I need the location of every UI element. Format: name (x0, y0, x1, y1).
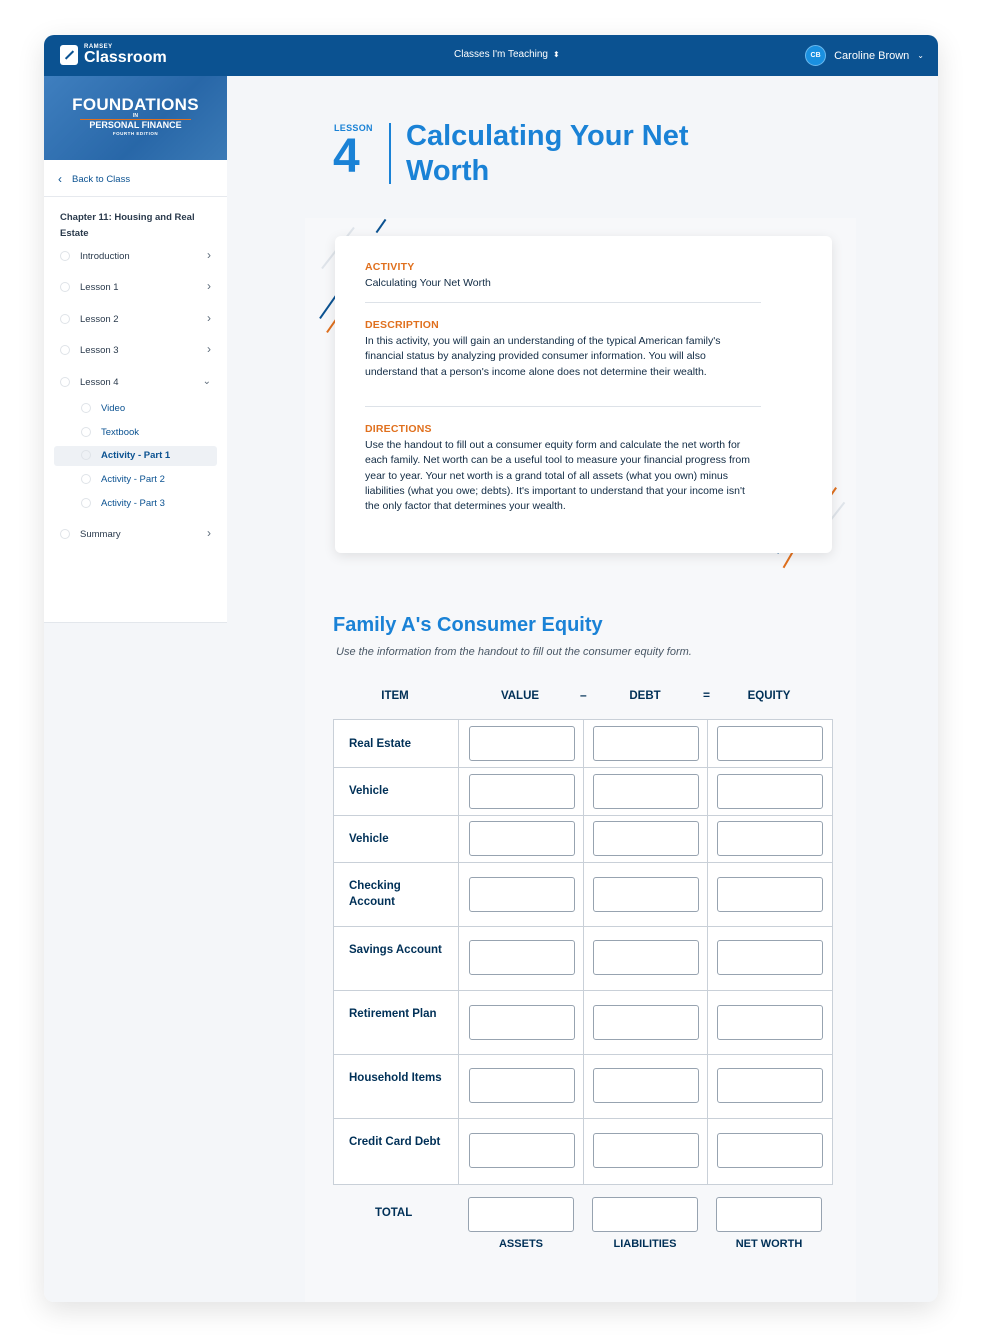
sidebar-subitem-label: Textbook (101, 427, 140, 438)
course-banner (44, 76, 227, 160)
course-title-in: IN (133, 113, 138, 119)
ramsey-classroom-logo[interactable] (60, 44, 167, 66)
equity-input[interactable] (717, 877, 823, 912)
sidebar-item-lesson-1[interactable] (54, 278, 217, 298)
sidebar-subitem-label: Video (101, 403, 126, 414)
column-header-value: VALUE (500, 690, 540, 702)
debt-input[interactable] (593, 726, 699, 761)
equals-operator: = (703, 688, 711, 702)
table-row (334, 927, 832, 991)
sidebar-item-summary[interactable] (54, 525, 217, 545)
minus-operator: – (580, 688, 587, 702)
chevron-right-icon: › (207, 279, 211, 293)
row-label: Vehicle (349, 785, 389, 797)
chevron-right-icon: › (207, 311, 211, 325)
chevron-right-icon: › (207, 526, 211, 540)
equity-input[interactable] (717, 1005, 823, 1040)
progress-circle-icon (60, 282, 70, 292)
table-row (334, 1119, 832, 1184)
sidebar-subitem-activity-part-3[interactable] (54, 494, 217, 514)
progress-circle-icon (60, 377, 70, 387)
debt-input[interactable] (593, 1068, 699, 1103)
avatar: CB (805, 45, 826, 66)
sidebar-item-label: Summary (80, 529, 121, 540)
brand-small-text: RAMSEY (84, 44, 113, 50)
debt-input[interactable] (593, 821, 699, 856)
sidebar-item-label: Lesson 1 (80, 282, 119, 293)
consumer-equity-table (333, 719, 833, 1185)
user-menu[interactable] (805, 45, 924, 66)
sidebar-subitem-label: Activity - Part 3 (101, 498, 165, 509)
card-divider (365, 302, 761, 303)
progress-circle-icon (81, 403, 91, 413)
activity-card (335, 236, 832, 553)
debt-input[interactable] (593, 1133, 699, 1168)
table-row (334, 863, 832, 927)
sidebar-item-introduction[interactable] (54, 247, 217, 267)
sidebar-subitem-textbook[interactable] (54, 423, 217, 443)
debt-input[interactable] (593, 877, 699, 912)
progress-circle-icon (60, 251, 70, 261)
sidebar-subitem-label: Activity - Part 2 (101, 474, 165, 485)
app-window (44, 35, 938, 1302)
total-liabilities-input[interactable] (592, 1197, 698, 1232)
value-input[interactable] (469, 821, 575, 856)
classes-dropdown[interactable] (454, 49, 560, 60)
equity-input[interactable] (717, 774, 823, 809)
net-worth-label: NET WORTH (735, 1238, 803, 1250)
column-header-item: ITEM (381, 690, 409, 702)
directions-text: Use the handout to fill out a consumer equity form and calculate the net worth for each family. Net worth can be a useful tool to measure your financial progress from year to year. Your net worth is a grand total of all assets (what you own) minus liabilities (what you owe; debts). It's important to understand that your income isn't the only factor that determines your wealth. (365, 439, 750, 513)
sidebar-item-label: Introduction (80, 251, 130, 262)
value-input[interactable] (469, 877, 575, 912)
equity-input[interactable] (717, 940, 823, 975)
progress-circle-icon (60, 314, 70, 324)
sidebar-item-lesson-4[interactable] (54, 373, 217, 393)
column-header-equity: EQUITY (747, 690, 791, 702)
total-label: TOTAL (375, 1207, 413, 1219)
user-name: Caroline Brown (834, 49, 910, 62)
row-label: Retirement Plan (349, 1008, 437, 1020)
value-input[interactable] (469, 774, 575, 809)
progress-circle-icon (81, 427, 91, 437)
directions-heading: DIRECTIONS (365, 423, 432, 435)
equity-input[interactable] (717, 821, 823, 856)
progress-circle-icon (60, 529, 70, 539)
chevron-right-icon: › (207, 248, 211, 262)
row-label: Savings Account (349, 944, 442, 956)
sidebar-item-label: Lesson 4 (80, 377, 119, 388)
sort-arrows-icon: ⬍ (553, 50, 560, 59)
back-to-class-label: Back to Class (72, 173, 131, 185)
table-row (334, 816, 832, 863)
activity-heading: ACTIVITY (365, 261, 415, 273)
form-subtitle: Use the information from the handout to fill out the consumer equity form. (336, 646, 692, 658)
equity-input[interactable] (717, 726, 823, 761)
value-input[interactable] (469, 940, 575, 975)
lesson-title: Calculating Your Net Worth (406, 120, 689, 187)
course-edition: FOURTH EDITION (112, 131, 159, 136)
sidebar-subitem-activity-part-1[interactable] (54, 446, 217, 466)
row-label: Household Items (349, 1072, 442, 1084)
activity-text: Calculating Your Net Worth (365, 277, 491, 289)
debt-input[interactable] (593, 774, 699, 809)
net-worth-input[interactable] (716, 1197, 822, 1232)
classes-dropdown-label: Classes I'm Teaching (454, 49, 548, 60)
sidebar-subitem-video[interactable] (54, 399, 217, 419)
sidebar-item-label: Lesson 3 (80, 345, 119, 356)
lesson-header-divider (389, 123, 391, 184)
row-label: Vehicle (349, 833, 389, 845)
back-to-class-link[interactable] (58, 172, 130, 186)
equity-input[interactable] (717, 1133, 823, 1168)
assets-label: ASSETS (498, 1238, 543, 1250)
sidebar-item-label: Lesson 2 (80, 314, 119, 325)
liabilities-label: LIABILITIES (613, 1238, 677, 1250)
table-row (334, 991, 832, 1055)
progress-circle-icon (81, 450, 91, 460)
form-title: Family A's Consumer Equity (333, 614, 603, 636)
table-row (334, 720, 832, 768)
sidebar-empty-area (44, 622, 227, 1302)
chevron-down-icon: ⌄ (202, 376, 211, 387)
description-heading: DESCRIPTION (365, 319, 439, 331)
sidebar-subitem-activity-part-2[interactable] (54, 470, 217, 490)
equity-input[interactable] (717, 1068, 823, 1103)
row-label: Credit Card Debt (349, 1136, 441, 1148)
row-label: Checking Account (349, 880, 401, 908)
value-input[interactable] (469, 726, 575, 761)
top-navigation-bar (44, 35, 938, 76)
card-divider (365, 406, 761, 407)
course-title: FOUNDATIONS (72, 95, 199, 114)
row-label: Real Estate (349, 738, 412, 750)
table-row (334, 1055, 832, 1119)
debt-input[interactable] (593, 940, 699, 975)
description-text: In this activity, you will gain an understanding of the typical American family's financial status by analyzing provided consumer information. You will also understand that a person's income alone does not determine their wealth. (365, 335, 721, 378)
chapter-title: Chapter 11: Housing and Real Estate (60, 212, 195, 239)
lesson-label: LESSON (334, 123, 373, 133)
chevron-down-icon: ⌄ (917, 51, 924, 60)
sidebar (44, 76, 227, 1302)
progress-circle-icon (81, 474, 91, 484)
sidebar-item-lesson-3[interactable] (54, 341, 217, 361)
sidebar-subitem-label: Activity - Part 1 (101, 450, 171, 461)
column-header-debt: DEBT (629, 690, 661, 702)
brand-name: Classroom (84, 49, 167, 66)
pencil-icon (60, 45, 78, 65)
sidebar-divider (44, 196, 227, 197)
table-row (334, 768, 832, 816)
total-assets-input[interactable] (468, 1197, 574, 1232)
value-input[interactable] (469, 1068, 575, 1103)
sidebar-item-lesson-2[interactable] (54, 310, 217, 330)
chevron-right-icon: › (207, 342, 211, 356)
value-input[interactable] (469, 1133, 575, 1168)
value-input[interactable] (469, 1005, 575, 1040)
lesson-number: 4 (333, 130, 360, 183)
chevron-left-icon: ‹ (58, 172, 62, 186)
debt-input[interactable] (593, 1005, 699, 1040)
course-subtitle: PERSONAL FINANCE (89, 120, 182, 130)
progress-circle-icon (60, 345, 70, 355)
progress-circle-icon (81, 498, 91, 508)
